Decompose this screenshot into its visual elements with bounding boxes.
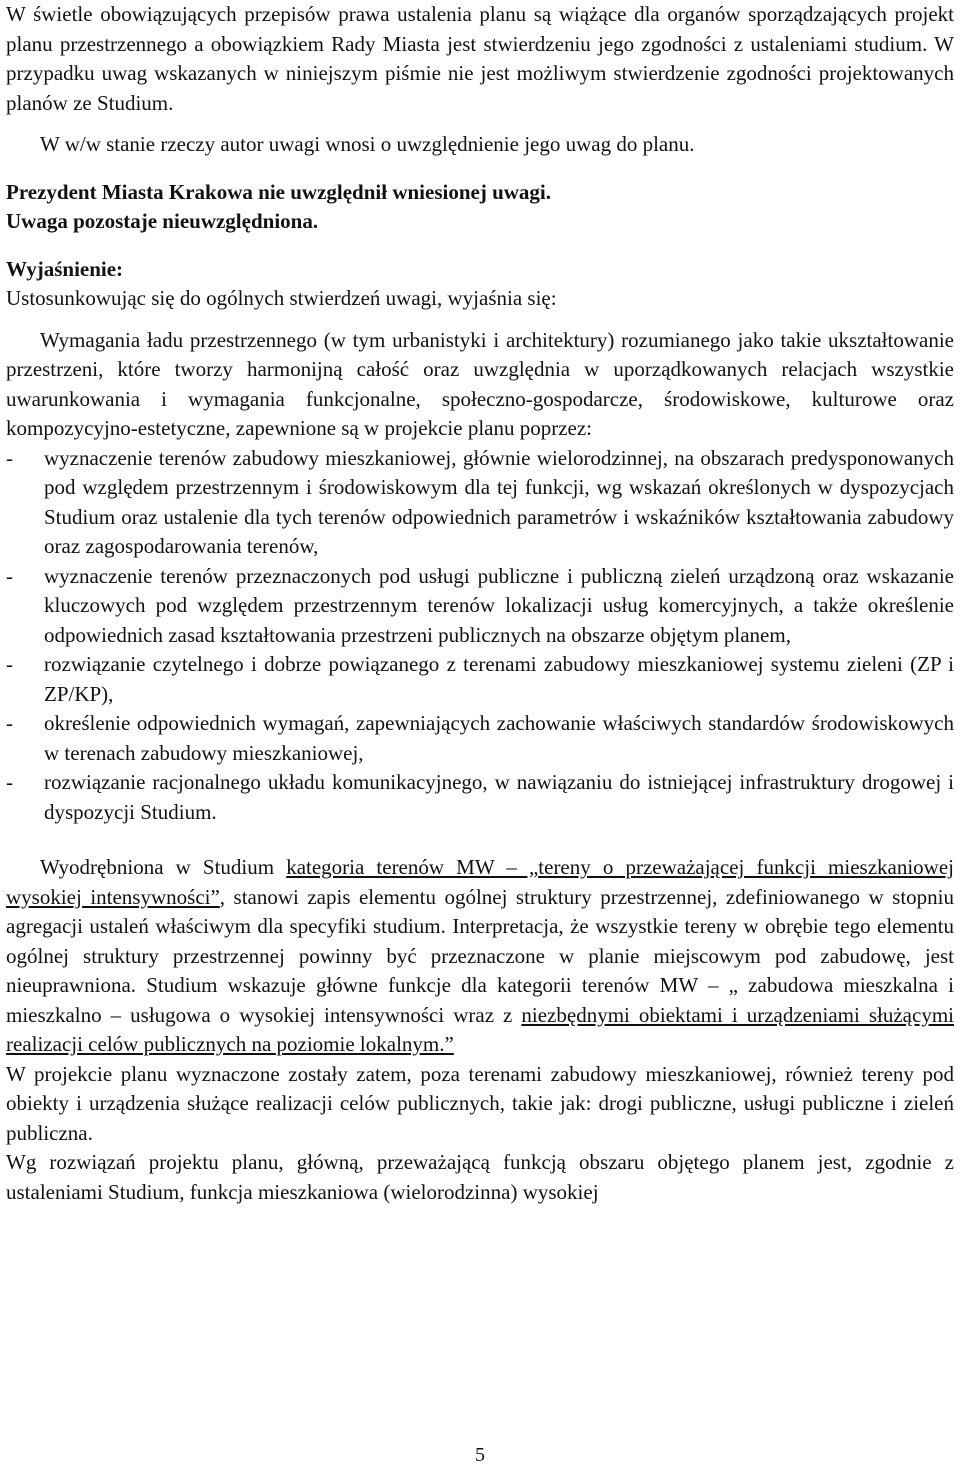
- studium-paragraph: [6, 853, 954, 1060]
- conclusion-paragraph: Wg rozwiązań projektu planu, główną, przeważającą funkcją obszaru objętego planem jest, zgodnie z ustaleniami Studium, funkcja mieszkaniowa (wielorodzinna) wysokiej: [6, 1150, 954, 1204]
- explanation-lead: Ustosunkowując się do ogólnych stwierdzeń uwagi, wyjaśnia się:: [6, 286, 557, 310]
- list-item-text: rozwiązanie czytelnego i dobrze powiązanego z terenami zabudowy mieszkaniowej systemu zieleni (ZP i ZP/KP),: [44, 652, 954, 706]
- document-page: [6, 0, 954, 1207]
- decision-block: [6, 178, 954, 237]
- decision-line-1: Prezydent Miasta Krakowa nie uwzględnił wniesionej uwagi.: [6, 179, 552, 204]
- studium-text-a: Wyodrębniona w Studium: [40, 855, 287, 879]
- list-dash: -: [6, 711, 13, 735]
- explanation-heading: Wyjaśnienie:: [6, 256, 124, 281]
- list-item-text: rozwiązanie racjonalnego układu komunikacyjnego, w nawiązaniu do istniejącej infrastruktury drogowej i dyspozycji Studium.: [44, 770, 954, 824]
- list-item: [6, 650, 954, 709]
- page-number: 5: [475, 1444, 485, 1466]
- list-dash: -: [6, 563, 13, 588]
- list-dash: -: [6, 652, 13, 676]
- list-dash: -: [6, 770, 13, 794]
- list-item: [6, 768, 954, 827]
- explanation-paragraph: Wymagania ładu przestrzennego (w tym urbanistyki i architektury) rozumianego jako takie ukształtowanie przestrzeni, które tworzy harmonijną całość oraz uwzględnia w uporządkowanych relacjach wszystkie uwarunkowania i wymagania funkcjonalne, społeczno-gospodarcze, środowiskowe, kulturowe oraz kompozycyjno-estetyczne, zapewnione są w projekcie planu poprzez:: [6, 327, 954, 440]
- list-dash: -: [6, 445, 13, 470]
- studium-text-b: , stanowi zapis elementu ogólnej struktury przestrzennej, zdefiniowanego w stopniu agregacji ustaleń właściwym dla specyfiki studium. Interpretacja, że wszystkie tereny w obrębie tego elementu ogólnej struktury przestrzennej powinny być przeznaczone w planie miejscowym pod zabudowę, jest nieuprawniona. Studium wskazuje główne funkcje dla kategorii terenów MW – „ zabudowa mieszkalna i mieszkalno – usługowa o wysokiej intensywności wraz z: [6, 884, 954, 1027]
- measures-list: [6, 444, 954, 828]
- list-item: [6, 444, 954, 562]
- list-item: [6, 562, 954, 651]
- studium-quote-underlined: niezbędnymi obiektami i urządzeniami służącymi realizacji celów publicznych na poziomie lokalnym.”: [6, 1002, 954, 1056]
- request-paragraph: W w/w stanie rzeczy autor uwagi wnosi o uwzględnienie jego uwag do planu.: [40, 132, 695, 156]
- list-item-text: wyznaczenie terenów zabudowy mieszkaniowej, głównie wielorodzinnej, na obszarach predysponowanych pod względem przestrzennym i środowiskowym dla tej funkcji, wg wskazań określonych w dyspozycjach Studium oraz ustalenie dla tych terenów odpowiednich parametrów i wskaźników kształtowania zabudowy oraz zagospodarowania terenów,: [44, 445, 954, 558]
- plan-paragraph: W projekcie planu wyznaczone zostały zatem, poza terenami zabudowy mieszkaniowej, również tereny pod obiekty i urządzenia służące realizacji celów publicznych, takie jak: drogi publiczne, usługi publiczne i zieleń publiczna.: [6, 1061, 954, 1145]
- decision-line-2: Uwaga pozostaje nieuwzględniona.: [6, 209, 319, 233]
- intro-paragraph: W świetle obowiązujących przepisów prawa ustalenia planu są wiążące dla organów sporządzających projekt planu przestrzennego a obowiązkiem Rady Miasta jest stwierdzeniu jego zgodności z ustaleniami studium. W przypadku uwag wskazanych w niniejszym piśmie nie jest możliwym stwierdzenie zgodności projektowanych planów ze Studium.: [6, 2, 954, 115]
- list-item-text: określenie odpowiednich wymagań, zapewniających zachowanie właściwych standardów środowiskowych w terenach zabudowy mieszkaniowej,: [44, 711, 954, 765]
- list-item: [6, 709, 954, 768]
- studium-category-underlined: kategoria terenów MW – „tereny o przeważającej funkcji mieszkaniowej wysokiej intensywności”: [6, 855, 954, 909]
- list-item-text: wyznaczenie terenów przeznaczonych pod usługi publiczne i publiczną zieleń urządzoną oraz wskazanie kluczowych pod względem przestrzennym terenów lokalizacji usług komercyjnych, a także określenie odpowiednich zasad kształtowania przestrzeni publicznych na obszarze objętym planem,: [44, 563, 954, 647]
